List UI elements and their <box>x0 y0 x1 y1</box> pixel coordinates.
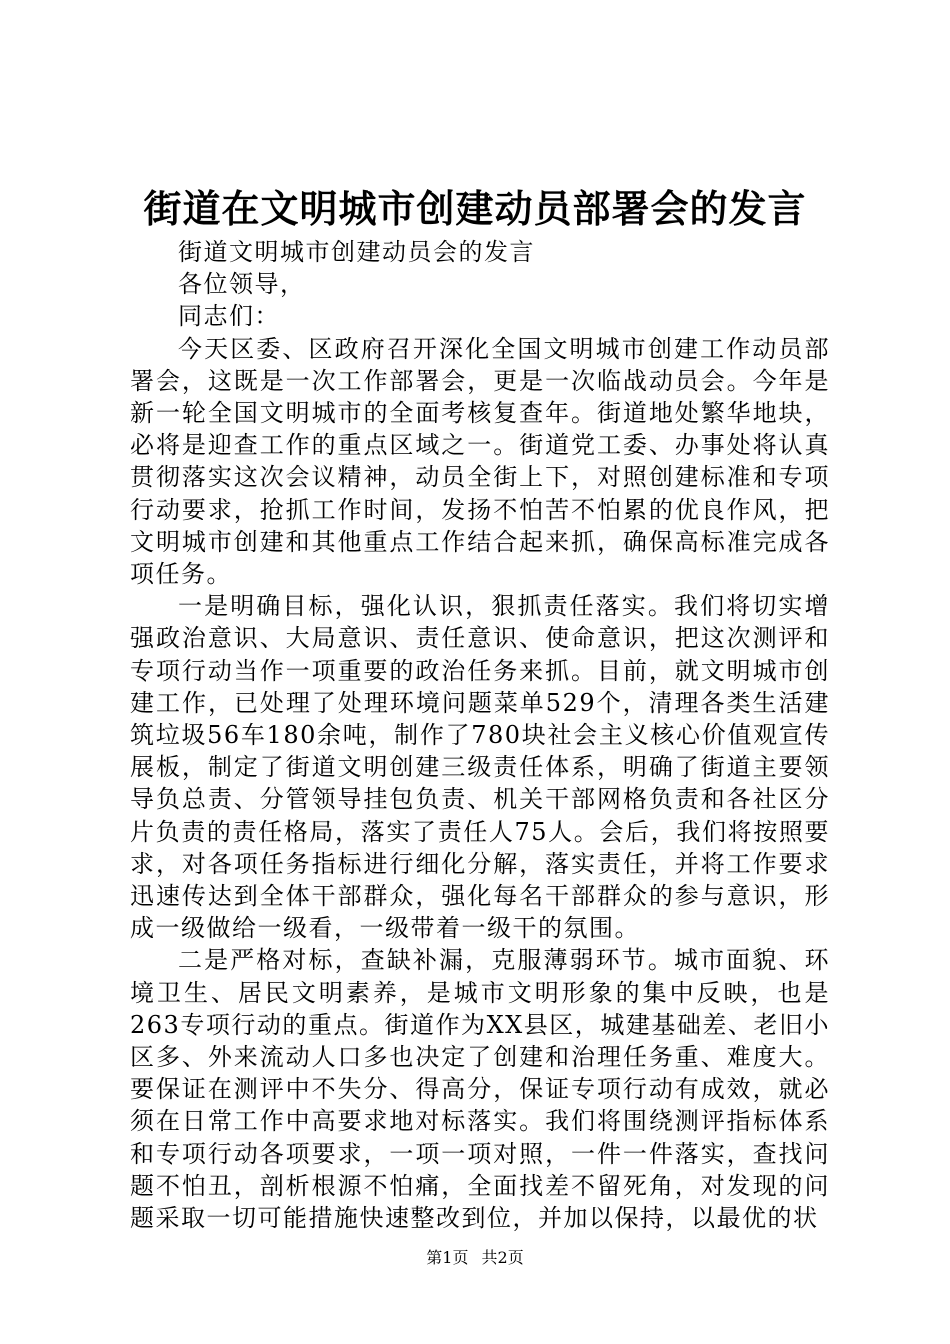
document-title: 街道在文明城市创建动员部署会的发言 <box>143 186 807 231</box>
page-total: 共2页 <box>481 1248 524 1267</box>
body-paragraph-second-point: 二是严格对标，查缺补漏，克服薄弱环节。城市面貌、环境卫生、居民文明素养，是城市文明形象的集中反映，也是263专项行动的重点。街道作为XX县区，城建基础差、老旧小区多、外来流动人口多也决定了创建和治理任务重、难度大。要保证在测评中不失分、得高分，保证专项行动有成效，就必须在日常工作中高要求地对标落实。我们将围绕测评指标体系和专项行动各项要求，一项一项对照，一件一件落实，查找问题不怕丑，剖析根源不怕痛，全面找差不留死角，对发现的问题采取一切可能措施快速整改到位，并加以保持，以最优的状 <box>130 946 830 1233</box>
body-paragraph-intro: 今天区委、区政府召开深化全国文明城市创建工作动员部署会，这既是一次工作部署会，更是一次临战动员会。今年是新一轮全国文明城市的全面考核复查年。街道地处繁华地块，必将是迎查工作的重点区域之一。街道党工委、办事处将认真贯彻落实这次会议精神，动员全街上下，对照创建标准和专项行动要求，抢抓工作时间，发扬不怕苦不怕累的优良作风，把文明城市创建和其他重点工作结合起来抓，确保高标准完成各项任务。 <box>130 334 830 589</box>
subtitle-paragraph: 街道文明城市创建动员会的发言 <box>178 238 535 266</box>
salutation-leaders: 各位领导， <box>178 270 306 299</box>
body-paragraph-first-point: 一是明确目标，强化认识，狠抓责任落实。我们将切实增强政治意识、大局意识、责任意识、使命意识，把这次测评和专项行动当作一项重要的政治任务来抓。目前，就文明城市创建工作，已处理了处理环境问题菜单529个，清理各类生活建筑垃圾56车180余吨，制作了780块社会主义核心价值观宣传展板，制定了街道文明创建三级责任体系，明确了街道主要领导负总责、分管领导挂包负责、机关干部网格负责和各社区分片负责的责任格局，落实了责任人75人。会后，我们将按照要求，对各项任务指标进行细化分解，落实责任，并将工作要求迅速传达到全体干部群众，强化每名干部群众的参与意识，形成一级做给一级看，一级带着一级干的氛围。 <box>130 592 830 943</box>
page-number: 第1页 <box>426 1248 469 1267</box>
page-footer <box>0 1247 950 1269</box>
document-body <box>130 236 830 1234</box>
salutation-comrades: 同志们： <box>178 302 280 331</box>
